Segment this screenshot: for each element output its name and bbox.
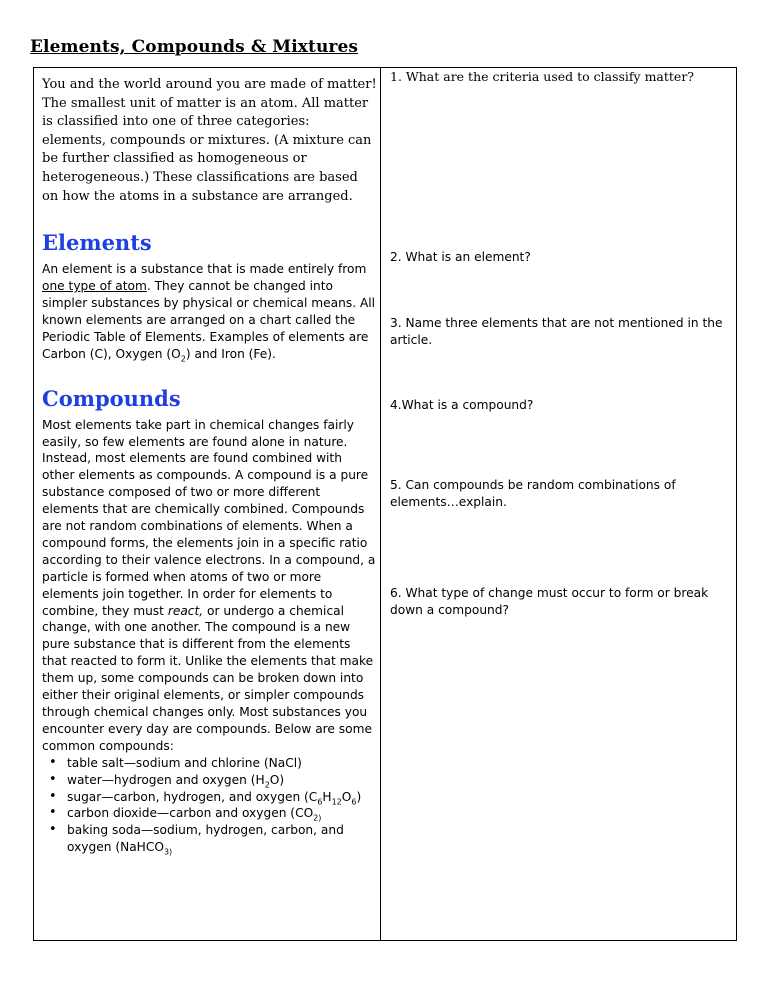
subscript: 3): [163, 847, 173, 857]
elements-paragraph: [42, 261, 377, 362]
compound-text: carbon dioxide—carbon and oxygen (CO: [67, 806, 314, 821]
compounds-italic: react,: [167, 603, 204, 618]
elements-text-c: ) and Iron (Fe).: [185, 346, 276, 361]
elements-heading: Elements: [42, 230, 152, 256]
compound-text: baking soda—sodium, hydrogen, carbon, and oxygen (NaHCO: [67, 823, 344, 855]
question-5: 5. Can compounds be random combinations of elements…explain.: [390, 478, 676, 509]
reading-column: [42, 76, 377, 856]
subscript: 2): [313, 813, 322, 823]
compounds-heading: Compounds: [42, 385, 181, 411]
question-4: 4.What is a compound?: [390, 398, 534, 412]
list-item: [67, 789, 377, 806]
list-item: [67, 772, 377, 789]
page-title: Elements, Compounds & Mixtures: [30, 37, 359, 57]
compound-text: O: [341, 789, 352, 804]
compounds-text-b: or undergo a chemical change, with one another. The compound is a new pure substance that is different from the elements that reacted to form it. Unlike the elements that make them up, some compounds can be broken down into either their original elements, or simpler compounds through chemical changes only. Most substances you encounter every day are compounds. Below are some common compounds:: [42, 603, 374, 753]
subscript: 2: [264, 780, 270, 790]
list-item: [67, 805, 377, 822]
compound-text: ): [356, 789, 362, 804]
question-2: 2. What is an element?: [390, 250, 531, 264]
list-item: [67, 755, 377, 772]
compounds-paragraph: [42, 417, 377, 755]
elements-underlined: one type of atom: [42, 279, 147, 294]
compound-text: water—hydrogen and oxygen (H: [67, 772, 265, 787]
compound-text: O): [269, 772, 285, 787]
question-3: 3. Name three elements that are not mentioned in the article.: [390, 316, 723, 347]
elements-text-a: An element is a substance that is made entirely from: [42, 262, 367, 277]
elements-text-b: . They cannot be changed into simpler substances by physical or chemical means. All known elements are arranged on a chart called the Periodic Table of Elements. Examples of elements are Carbon (C), Oxygen (O: [42, 279, 376, 361]
intro-paragraph: You and the world around you are made of matter! The smallest unit of matter is an atom. All matter is classified into one of three categories: elements, compounds or mixtures. (A mixture can be further classified as homogeneous or heterogeneous.) These classifications are based on how the atoms in a substance are arranged.: [42, 77, 377, 204]
question-1: 1. What are the criteria used to classify matter?: [390, 69, 695, 84]
compounds-text-a: Most elements take part in chemical changes fairly easily, so few elements are found alone in nature. Instead, most elements are found combined with other elements as compounds. A compound is a pure substance composed of two or more different elements that are chemically combined. Compounds are not random combinations of elements. When a compound forms, the elements join in a specific ratio according to their valence electrons. In a compound, a particle is formed when atoms of two or more elements join together. In order for elements to combine, they must: [42, 417, 376, 618]
compound-text: table salt—sodium and chlorine (NaCl): [67, 755, 302, 770]
compound-text: H: [322, 789, 332, 804]
subscript: 12: [331, 796, 342, 806]
subscript: 6: [317, 796, 323, 806]
question-6: 6. What type of change must occur to form or break down a compound?: [390, 586, 709, 617]
compound-list: [42, 755, 377, 856]
worksheet-table: [33, 67, 737, 941]
elements-sub-o: 2: [180, 354, 186, 364]
subscript: 6: [351, 796, 357, 806]
compound-text: sugar—carbon, hydrogen, and oxygen (C: [67, 789, 318, 804]
list-item: [67, 822, 377, 856]
column-divider: [380, 68, 381, 940]
